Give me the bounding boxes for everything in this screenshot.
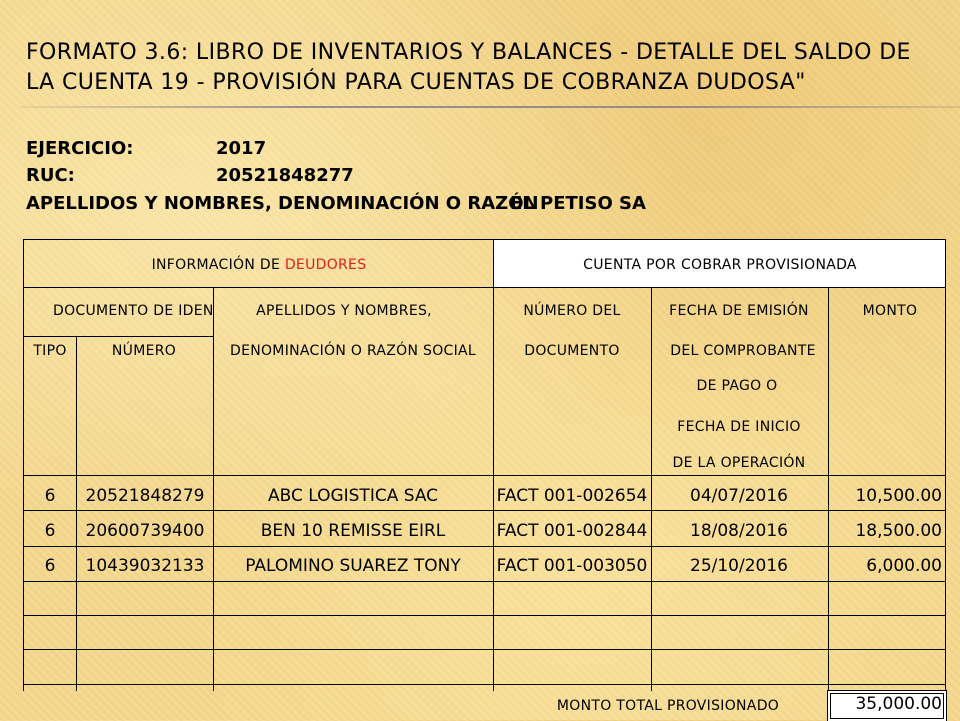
row-2-nombre: BEN 10 REMISSE EIRL <box>260 521 446 541</box>
col-header-fecha-4: FECHA DE INICIO <box>677 419 801 435</box>
col-header-doc-iden: DOCUMENTO DE IDEN <box>53 303 214 319</box>
row-3-monto: 6,000.00 <box>866 556 942 576</box>
col-header-monto: MONTO <box>862 303 918 319</box>
row-1-numero: 20521848279 <box>85 486 205 506</box>
col-header-nombres-1: APELLIDOS Y NOMBRES, <box>256 303 432 319</box>
row-3-numero: 10439032133 <box>85 556 205 576</box>
row-1-fecha: 04/07/2016 <box>690 486 788 506</box>
title-line-2: LA CUENTA 19 - PROVISIÓN PARA CUENTAS DE COBRANZA DUDOSA" <box>26 70 806 95</box>
total-label: MONTO TOTAL PROVISIONADO <box>556 698 780 714</box>
ruc-row <box>26 164 354 188</box>
row-1-monto: 10,500.00 <box>855 486 942 506</box>
title-line-1: FORMATO 3.6: LIBRO DE INVENTARIOS Y BALANCES - DETALLE DEL SALDO DE <box>26 40 911 65</box>
provision-table <box>23 239 946 691</box>
row-1-tipo: 6 <box>44 486 56 506</box>
ruc-label: RUC: <box>26 165 75 186</box>
row-1-nombre: ABC LOGISTICA SAC <box>267 486 439 506</box>
deudores-highlight: DEUDORES <box>284 257 367 273</box>
col-header-numero: NÚMERO <box>111 343 177 359</box>
col-header-nombres-2: DENOMINACIÓN O RAZÓN SOCIAL <box>229 343 477 359</box>
title-divider <box>20 106 960 108</box>
razon-row <box>26 192 646 216</box>
row-2-tipo: 6 <box>44 521 56 541</box>
ejercicio-row <box>26 137 267 161</box>
document-title <box>26 38 946 98</box>
row-2-monto: 18,500.00 <box>855 521 942 541</box>
col-header-fecha-2: DEL COMPROBANTE <box>670 343 816 359</box>
razon-label: APELLIDOS Y NOMBRES, DENOMINACIÓN O RAZÓN <box>26 193 539 214</box>
row-2-fecha: 18/08/2016 <box>690 521 788 541</box>
row-3-tipo: 6 <box>44 556 56 576</box>
group-deudores-header: INFORMACIÓN DE DEUDORES <box>151 257 367 273</box>
row-2-numero: 20600739400 <box>85 521 205 541</box>
row-1-documento: FACT 001-002654 <box>496 486 648 506</box>
ruc-value: 20521848277 <box>216 165 354 186</box>
row-3-documento: FACT 001-003050 <box>496 556 648 576</box>
row-2-documento: FACT 001-002844 <box>496 521 648 541</box>
col-header-numdoc-1: NÚMERO DEL <box>523 303 621 319</box>
group-cuenta-header: CUENTA POR COBRAR PROVISIONADA <box>583 257 857 273</box>
total-value: 35,000.00 <box>855 694 942 714</box>
razon-value: EL PETISO SA <box>510 193 646 214</box>
ejercicio-value: 2017 <box>216 138 267 159</box>
col-header-fecha-1: FECHA DE EMISIÓN <box>669 303 809 319</box>
col-header-tipo: TIPO <box>33 343 67 359</box>
ejercicio-label: EJERCICIO: <box>26 138 134 159</box>
row-3-fecha: 25/10/2016 <box>690 556 788 576</box>
col-header-fecha-3: DE PAGO O <box>696 378 778 394</box>
col-header-fecha-5: DE LA OPERACIÓN <box>672 455 806 471</box>
col-header-numdoc-2: DOCUMENTO <box>524 343 620 359</box>
row-3-nombre: PALOMINO SUAREZ TONY <box>245 556 461 576</box>
